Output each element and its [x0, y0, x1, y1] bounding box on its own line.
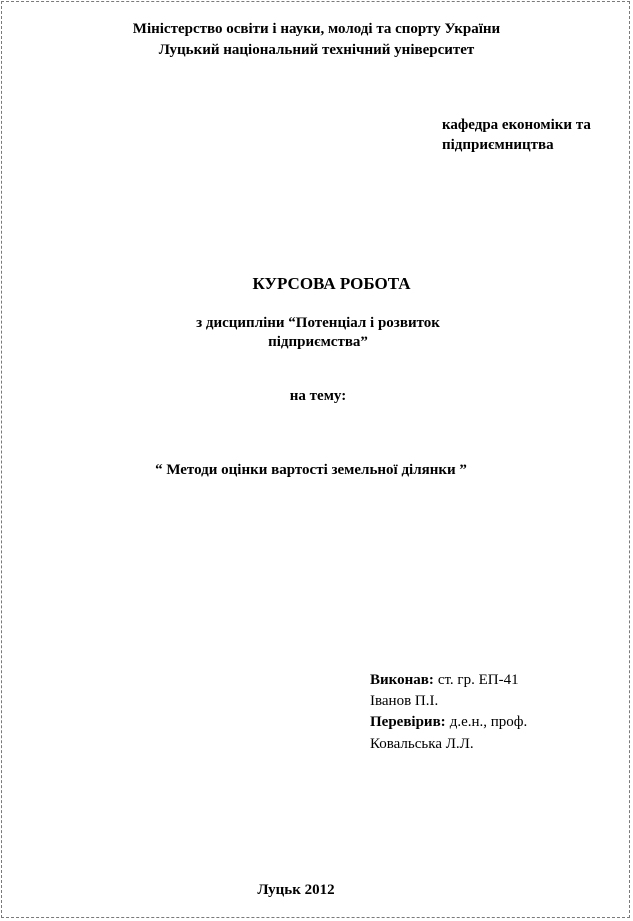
work-type-title: КУРСОВА РОБОТА — [252, 274, 411, 293]
student-name: Іванов П.І. — [370, 693, 439, 709]
university-name: Луцький національний технічний університет — [158, 42, 475, 58]
city-year: Луцьк 2012 — [257, 882, 335, 898]
department-line-2: підприємництва — [442, 137, 554, 153]
performer-group: ст. гр. ЕП-41 — [437, 672, 519, 688]
checker-degree: д.е.н., проф. — [449, 714, 528, 730]
department-line-1: кафедра економіки та — [442, 117, 591, 133]
checker-label: Перевірив: — [370, 714, 446, 730]
supervisor-name: Ковальська Л.Л. — [370, 736, 474, 752]
performer-line — [370, 671, 519, 689]
performer-label: Виконав: — [370, 672, 434, 688]
theme-title: “ Методи оцінки вартості земельної ділянки ” — [155, 462, 467, 478]
ministry-name: Міністерство освіти і науки, молоді та спорту України — [132, 21, 501, 37]
discipline-line-2: підприємства” — [268, 334, 368, 350]
checker-line — [370, 713, 527, 731]
theme-label: на тему: — [289, 388, 347, 404]
discipline-line-1: з дисципліни “Потенціал і розвиток — [196, 315, 440, 331]
